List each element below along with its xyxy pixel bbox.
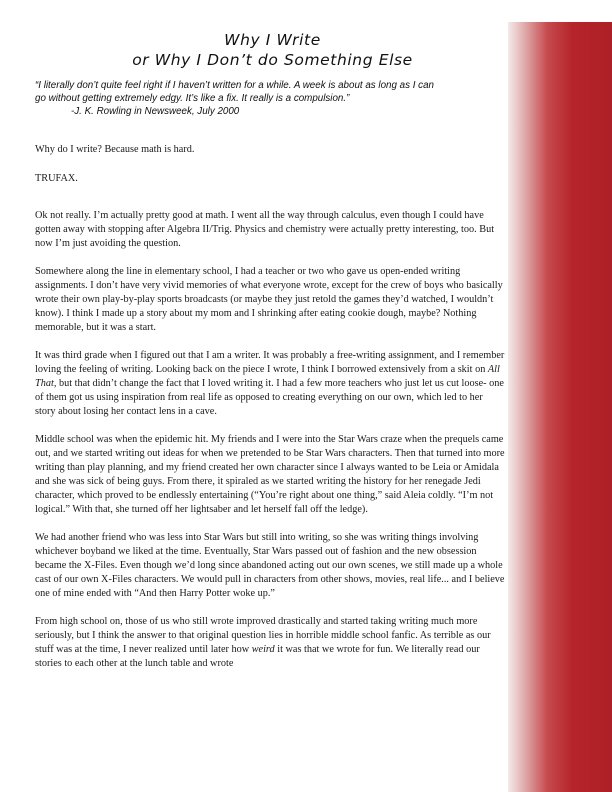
- epigraph-line-2: go without getting extremely edgy. It’s like a fix. It really is a compulsion.”: [35, 93, 350, 104]
- red-gradient-sidebar: [508, 22, 612, 792]
- paragraph-5-emphasis: All That: [35, 364, 500, 389]
- title-line-2: or Why I Don’t do Something Else: [132, 51, 413, 69]
- paragraph-5: [35, 349, 505, 419]
- paragraph-8-text-a: From high school on, those of us who still wrote improved drastically and started taking writing much more seriously, but I think the answer to that original question lies in horrible middle school fanfic. As terrible as our stuff was at the time, I never realized until later how: [35, 616, 491, 655]
- paragraph-4: Somewhere along the line in elementary school, I had a teacher or two who gave us open-ended writing assignments. I don’t have very vivid memories of what everyone wrote, except for the crew of boys who basically wrote their own play-by-play sports broadcasts (or maybe they just retold the games they’d watched, I wouldn’t know). I think I made up a story about my mom and I shrinking after eating cookie dough, maybe? Nothing memorable, but it was a start.: [35, 266, 503, 333]
- paragraph-8: [35, 615, 505, 671]
- epigraph: [35, 79, 505, 105]
- title-line-1: Why I Write: [224, 31, 321, 49]
- paragraph-1: Why do I write? Because math is hard.: [35, 144, 195, 155]
- paragraph-5-text-b: , but that didn’t change the fact that I loved writing it. I had a few more teachers who just let us cut loose- one of them got us using inspiration from real life as opposed to creating everything on our own, which led to her story about losing her contact lens in a cave.: [35, 378, 504, 417]
- paragraph-6: Middle school was when the epidemic hit. My friends and I were into the Star Wars craze when the prequels came out, and we started writing out ideas for when we pretended to be Star Wars characters. Then that turned into more writing than play planning, and my friend created her own character since I always wanted to be Leia or Amidala and she was sick of being guys. From there, it spiraled as we started writing the history for her renegade Jedi character, which proved to be endlessly entertaining (“You’re right about one thing,” said Aleia coldly. “I’m not logical.” With that, she turned off her lightsaber and let herself fall off the ledge).: [35, 434, 505, 515]
- document-page: [35, 30, 505, 671]
- epigraph-attribution: -J. K. Rowling in Newsweek, July 2000: [71, 106, 240, 117]
- paragraph-3: Ok not really. I’m actually pretty good at math. I went all the way through calculus, even though I could have gotten away with stopping after Algebra II/Trig. Physics and chemistry were actually pretty interesting, too. But now I’m just avoiding the question.: [35, 210, 495, 249]
- paragraph-8-emphasis: weird: [251, 644, 275, 655]
- epigraph-line-1: “I literally don’t quite feel right if I haven’t written for a while. A week is about as long as I can: [35, 80, 434, 91]
- paragraph-7: We had another friend who was less into Star Wars but still into writing, so she was writing things involving whichever boyband we liked at the time. Eventually, Star Wars passed out of fashion and the new obsession became the X-Files. Even though we’d long since abandoned acting out our own scenes, we still made up a whole cast of our own X-Files characters. We would pull in characters from other shows, movies, real life... and I believe one of mine ended with “And then Harry Potter woke up.”: [35, 532, 505, 599]
- paragraph-8-text-b: it was that we wrote for fun. We literally read our stories to each other at the lunch table and wrote: [35, 644, 480, 669]
- paragraph-2: TRUFAX.: [35, 173, 78, 184]
- paragraph-5-text-a: It was third grade when I figured out that I am a writer. It was probably a free-writing assignment, and I remember loving the feeling of writing. Looking back on the piece I wrote, I think I borrowed extensively from a skit on: [35, 350, 505, 375]
